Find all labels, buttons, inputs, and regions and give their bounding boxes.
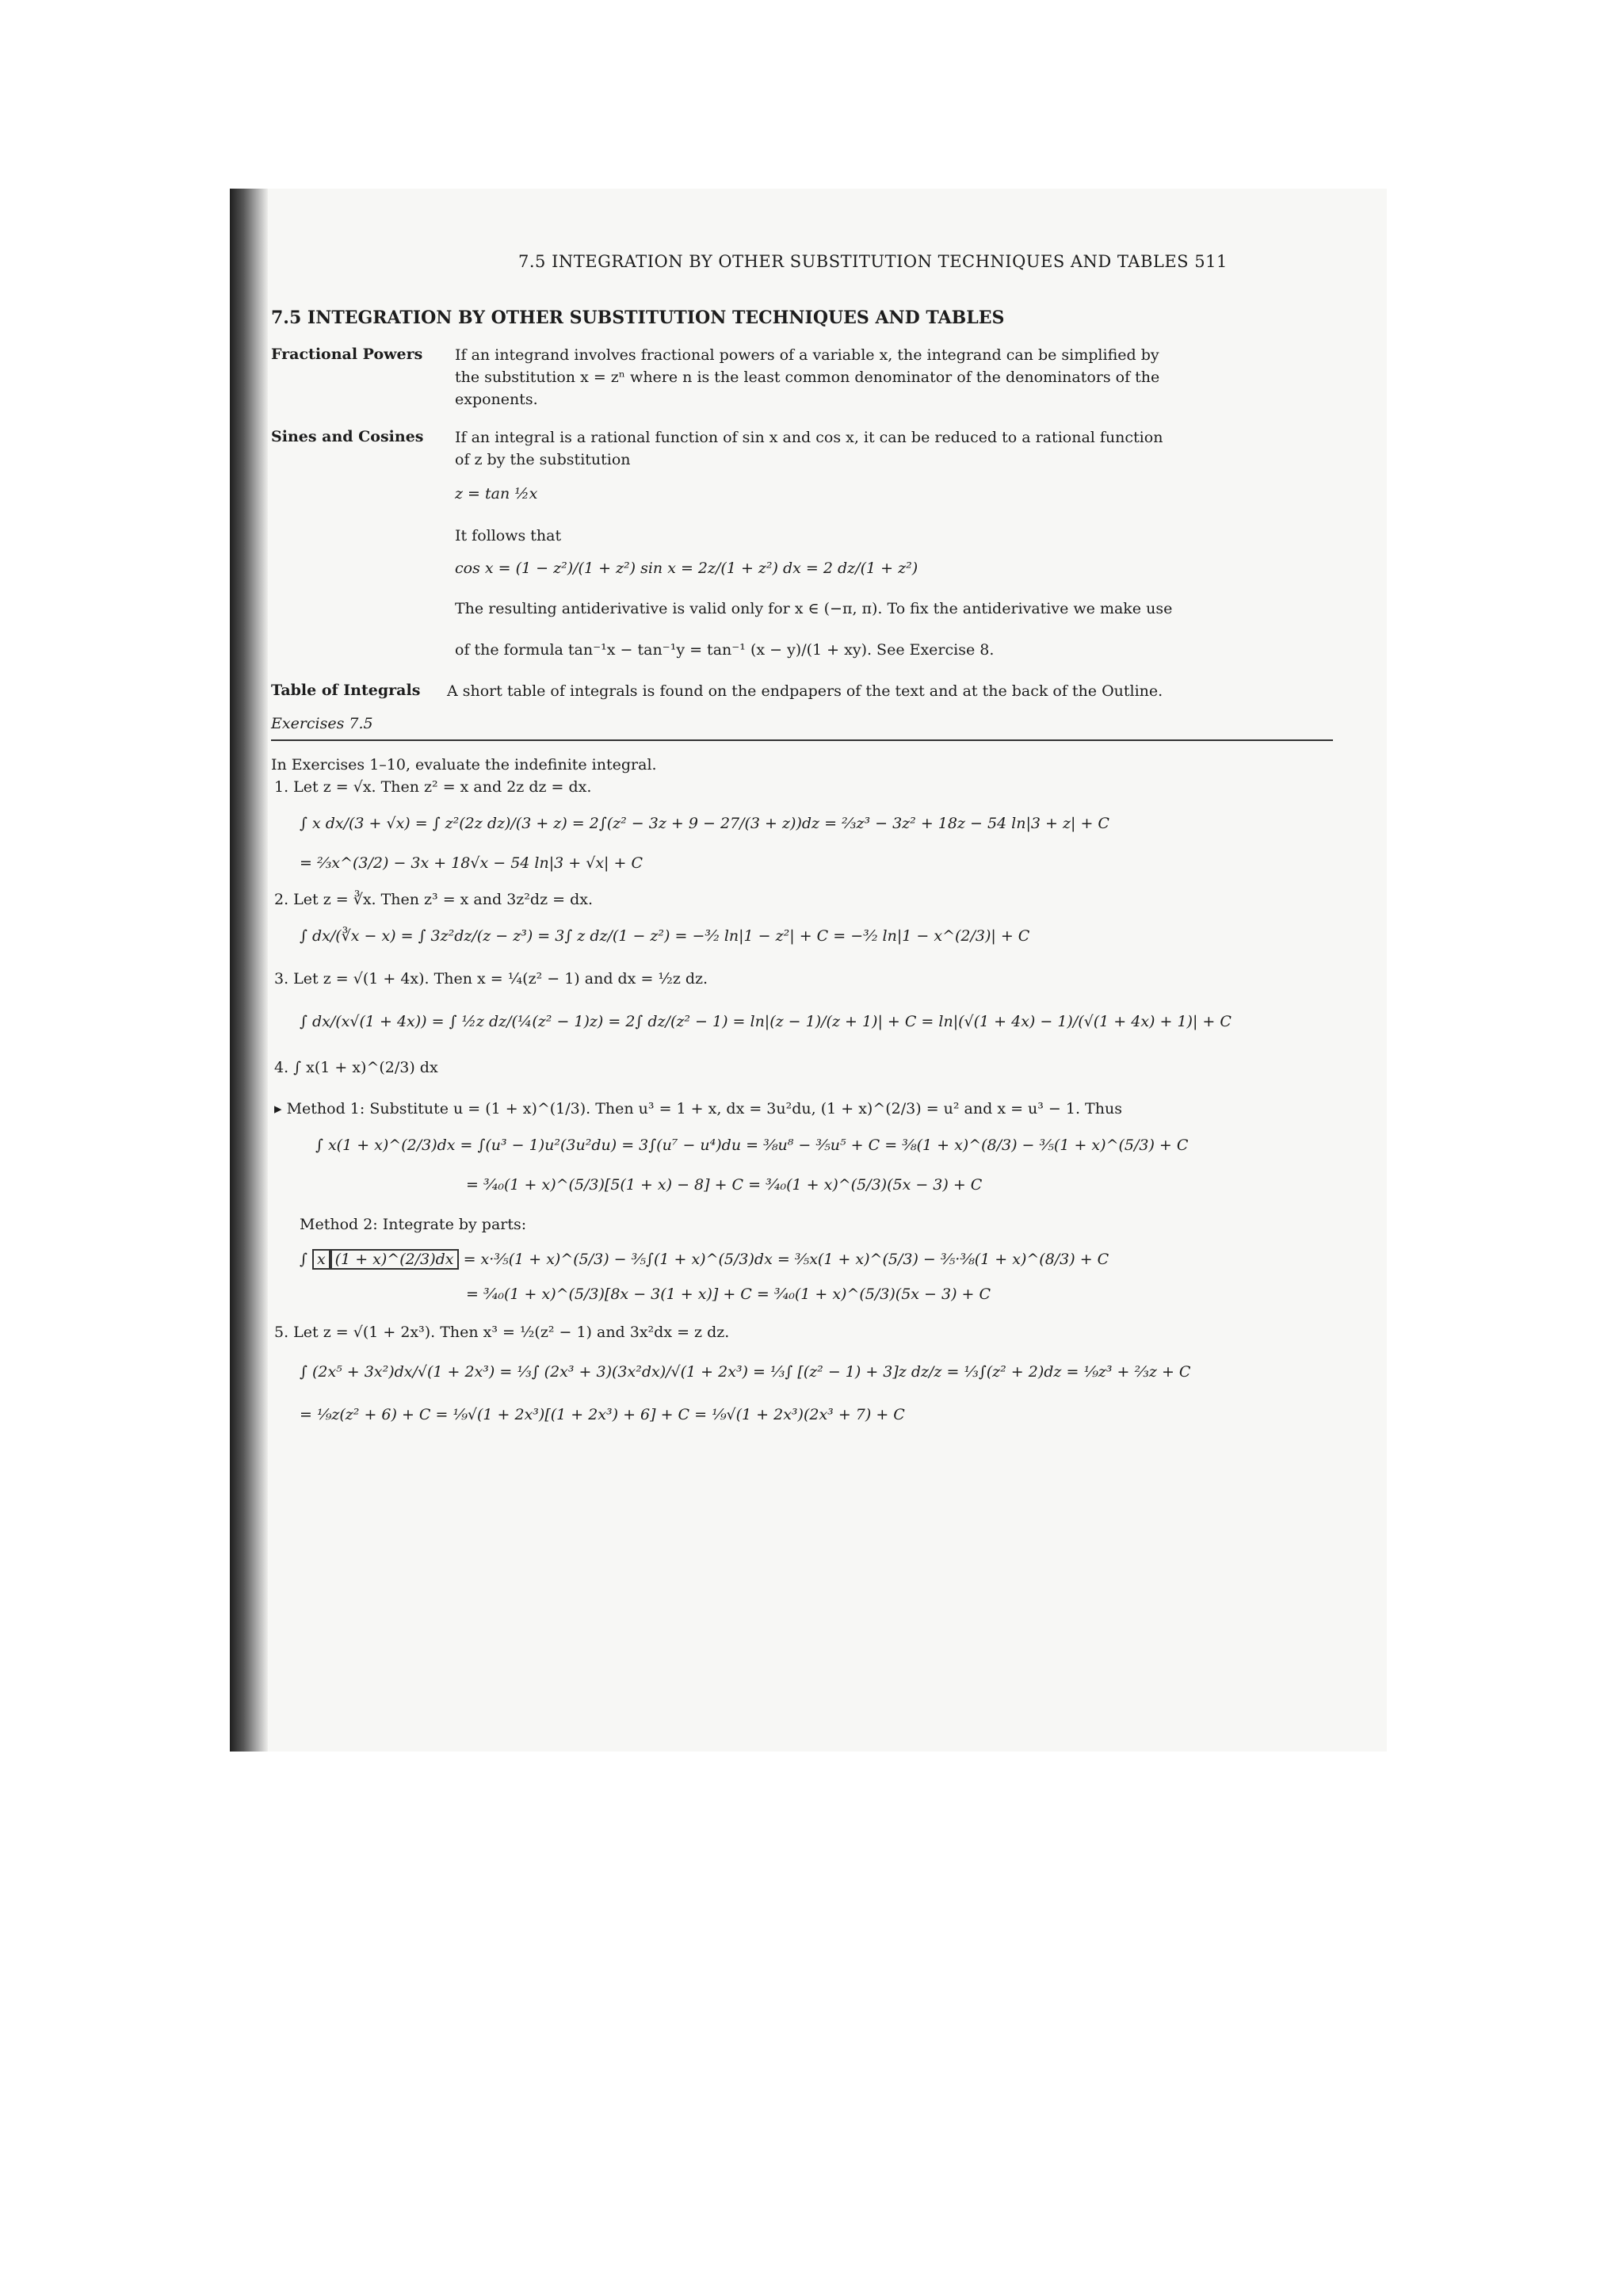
sines-cosines-label: Sines and Cosines bbox=[271, 428, 424, 445]
sines-line-2: of z by the substitution bbox=[455, 451, 631, 468]
exercise-4-eq-4: = ³⁄₄₀(1 + x)^(5/3)[8x − 3(1 + x)] + C = ³⁄₄₀(1 + x)^(5/3)(5x − 3) + C bbox=[466, 1286, 991, 1303]
exercise-4-eq-1: ∫ x(1 + x)^(2/3)dx = ∫(u³ − 1)u²(3u²du) = 3∫(u⁷ − u⁴)du = ⅜u⁸ − ⅗u⁵ + C = ⅜(1 + x)^(8/3) − ⅗(1 + x)^(5/3) + C bbox=[315, 1137, 1189, 1154]
sines-follows: It follows that bbox=[455, 527, 562, 544]
exercise-4-eq-3 bbox=[300, 1251, 1109, 1268]
fractional-line-1: If an integrand involves fractional powers of a variable x, the integrand can be simplified by bbox=[455, 346, 1159, 364]
sines-substitution: z = tan ½x bbox=[455, 485, 538, 502]
boxed-dv-part: (1 + x)^(2/3)dx bbox=[330, 1249, 459, 1270]
exercise-5-eq-2: = ⅑z(z² + 6) + C = ⅑√(1 + 2x³)[(1 + 2x³) + 6] + C = ⅑√(1 + 2x³)(2x³ + 7) + C bbox=[300, 1406, 905, 1423]
exercise-4-method-1: ▸ Method 1: Substitute u = (1 + x)^(1/3). Then u³ = 1 + x, dx = 3u²du, (1 + x)^(2/3) = u² and x = u³ − 1. Thus bbox=[274, 1100, 1122, 1117]
sines-formulas: cos x = (1 − z²)/(1 + z²) sin x = 2z/(1 + z²) dx = 2 dz/(1 + z²) bbox=[455, 560, 918, 577]
exercise-4-eq-2: = ³⁄₄₀(1 + x)^(5/3)[5(1 + x) − 8] + C = ³⁄₄₀(1 + x)^(5/3)(5x − 3) + C bbox=[466, 1176, 983, 1194]
sines-valid-note: The resulting antiderivative is valid only for x ∈ (−π, π). To fix the antiderivative we make use bbox=[455, 600, 1173, 617]
section-title: 7.5 INTEGRATION BY OTHER SUBSTITUTION TECHNIQUES AND TABLES bbox=[271, 308, 1005, 328]
exercise-5-head: 5. Let z = √(1 + 2x³). Then x³ = ½(z² − 1) and 3x²dx = z dz. bbox=[274, 1324, 730, 1341]
running-head: 7.5 INTEGRATION BY OTHER SUBSTITUTION TECHNIQUES AND TABLES 511 bbox=[518, 252, 1228, 271]
exercise-2-eq-1: ∫ dx/(∛x − x) = ∫ 3z²dz/(z − z³) = 3∫ z dz/(1 − z²) = −³⁄₂ ln|1 − z²| + C = −³⁄₂ ln|1 − x^(2/3)| + C bbox=[300, 927, 1030, 945]
integral-sign: ∫ bbox=[300, 1251, 312, 1268]
fractional-line-2: the substitution x = zⁿ where n is the least common denominator of the denominators of the bbox=[455, 369, 1160, 386]
exercise-2-head: 2. Let z = ∛x. Then z³ = x and 3z²dz = dx. bbox=[274, 891, 593, 908]
table-of-integrals-label: Table of Integrals bbox=[271, 682, 421, 699]
fractional-powers-label: Fractional Powers bbox=[271, 346, 423, 363]
exercises-rule bbox=[271, 739, 1333, 741]
textbook-page bbox=[268, 189, 1387, 1752]
exercises-intro: In Exercises 1–10, evaluate the indefinite integral. bbox=[271, 756, 657, 774]
exercise-4-method-2: Method 2: Integrate by parts: bbox=[300, 1216, 527, 1233]
boxed-u-part: x bbox=[312, 1249, 330, 1270]
exercise-3-head: 3. Let z = √(1 + 4x). Then x = ¼(z² − 1) and dx = ½z dz. bbox=[274, 970, 708, 988]
sines-line-1: If an integral is a rational function of sin x and cos x, it can be reduced to a rational function bbox=[455, 429, 1163, 446]
exercise-1-eq-1: ∫ x dx/(3 + √x) = ∫ z²(2z dz)/(3 + z) = 2∫(z² − 3z + 9 − 27/(3 + z))dz = ⅔z³ − 3z² + 18z − 54 ln|3 + z| + C bbox=[300, 815, 1109, 832]
fractional-line-3: exponents. bbox=[455, 391, 538, 408]
exercise-4-eq-3-rest: = x·⅗(1 + x)^(5/3) − ⅗∫(1 + x)^(5/3)dx = ⅗x(1 + x)^(5/3) − ⅗·⅜(1 + x)^(8/3) + C bbox=[463, 1251, 1109, 1268]
exercise-3-eq-1: ∫ dx/(x√(1 + 4x)) = ∫ ½z dz/(¼(z² − 1)z) = 2∫ dz/(z² − 1) = ln|(z − 1)/(z + 1)| + C = ln|(√(1 + 4x) − 1)/(√(1 + 4x) + 1)| + C bbox=[300, 1013, 1232, 1030]
exercises-heading: Exercises 7.5 bbox=[271, 715, 373, 732]
exercise-5-eq-1: ∫ (2x⁵ + 3x²)dx/√(1 + 2x³) = ⅓∫ (2x³ + 3)(3x²dx)/√(1 + 2x³) = ⅓∫ [(z² − 1) + 3]z dz/z = ⅓∫(z² + 2)dz = ⅑z³ + ⅔z + C bbox=[300, 1363, 1191, 1381]
book-spine-shadow bbox=[230, 189, 268, 1752]
exercise-4-head: 4. ∫ x(1 + x)^(2/3) dx bbox=[274, 1059, 438, 1076]
sines-tan-formula: of the formula tan⁻¹x − tan⁻¹y = tan⁻¹ (x − y)/(1 + xy). See Exercise 8. bbox=[455, 641, 995, 659]
exercise-1-eq-2: = ⅔x^(3/2) − 3x + 18√x − 54 ln|3 + √x| + C bbox=[300, 854, 643, 872]
exercise-1-head: 1. Let z = √x. Then z² = x and 2z dz = dx. bbox=[274, 778, 592, 796]
table-of-integrals-text: A short table of integrals is found on the endpapers of the text and at the back of the Outline. bbox=[447, 682, 1163, 700]
